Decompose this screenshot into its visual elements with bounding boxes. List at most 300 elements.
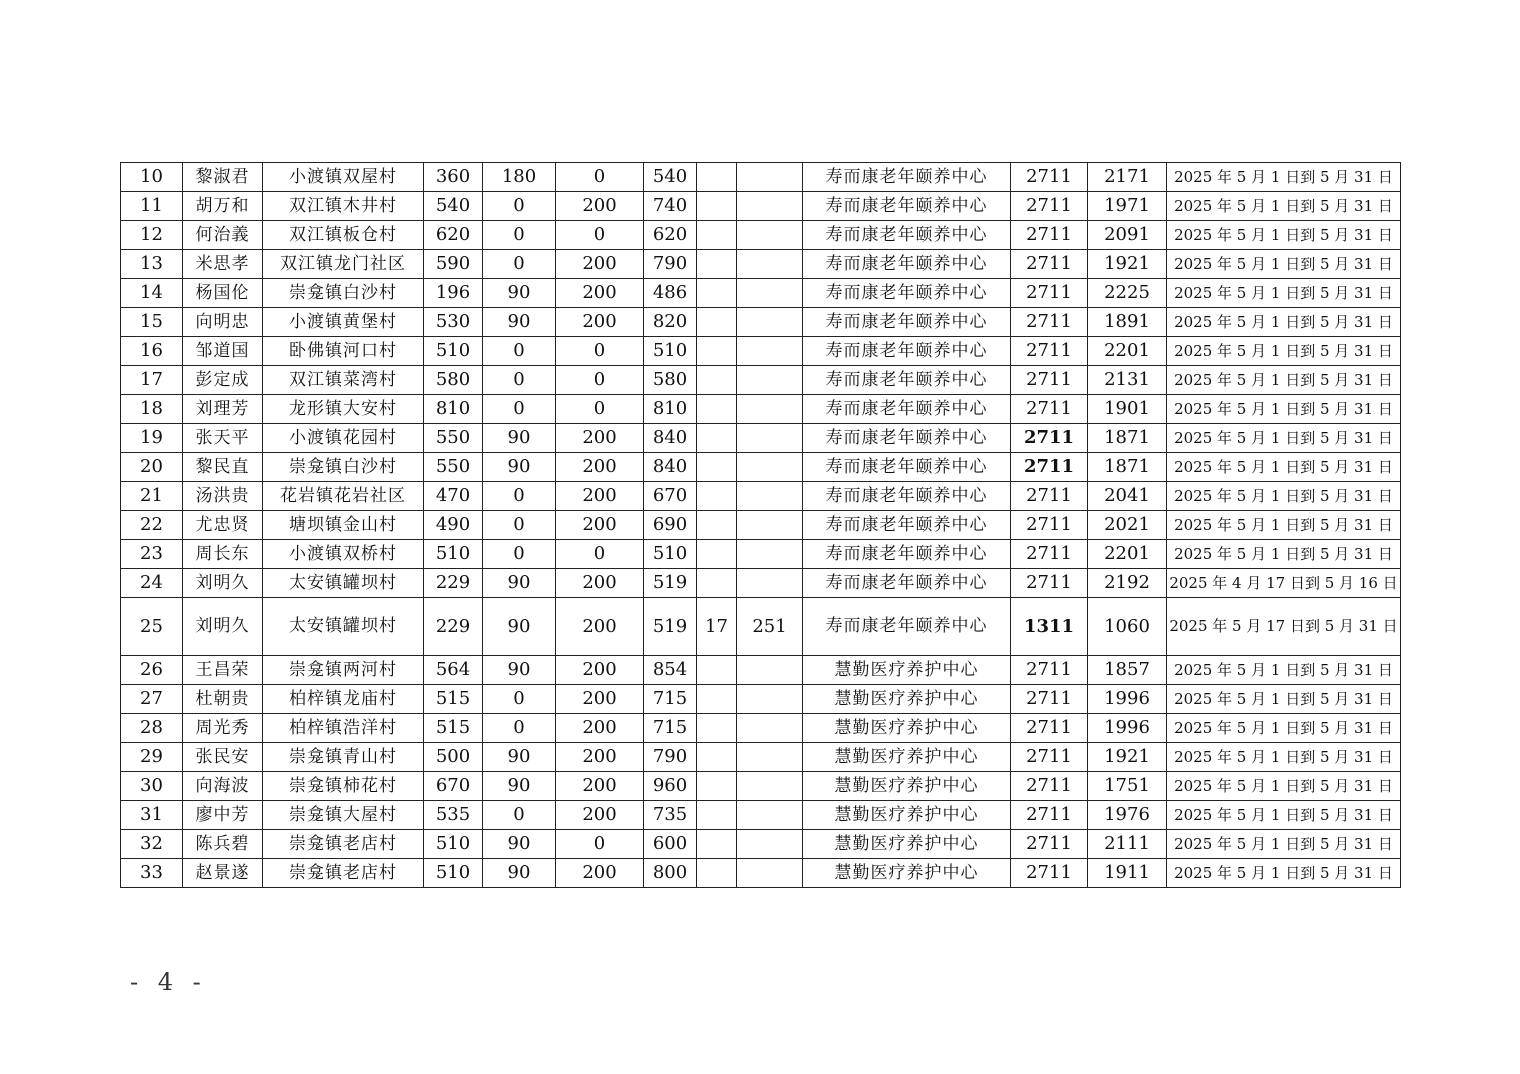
cell-self-pay: 1921 xyxy=(1088,250,1167,279)
cell-amount-b: 90 xyxy=(483,656,556,685)
cell-self-pay: 1857 xyxy=(1088,656,1167,685)
cell-extra-2 xyxy=(737,743,803,772)
cell-extra-1 xyxy=(697,569,737,598)
cell-amount-c: 200 xyxy=(556,453,644,482)
cell-amount-a: 535 xyxy=(424,801,483,830)
cell-facility: 慧勤医疗养护中心 xyxy=(803,859,1011,888)
cell-amount-b: 90 xyxy=(483,859,556,888)
cell-village: 太安镇罐坝村 xyxy=(263,569,424,598)
cell-serial-number: 27 xyxy=(121,685,183,714)
cell-total: 510 xyxy=(644,337,697,366)
cell-name: 陈兵碧 xyxy=(183,830,263,859)
cell-amount-b: 90 xyxy=(483,279,556,308)
cell-facility: 慧勤医疗养护中心 xyxy=(803,685,1011,714)
cell-amount-c: 200 xyxy=(556,685,644,714)
cell-total: 740 xyxy=(644,192,697,221)
table-row xyxy=(121,221,1401,250)
cell-period: 2025 年 5 月 1 日到 5 月 31 日 xyxy=(1167,859,1401,888)
cell-facility: 慧勤医疗养护中心 xyxy=(803,830,1011,859)
cell-extra-1 xyxy=(697,453,737,482)
table-row xyxy=(121,598,1401,656)
cell-amount-a: 810 xyxy=(424,395,483,424)
cell-amount-a: 540 xyxy=(424,192,483,221)
cell-self-pay: 1060 xyxy=(1088,598,1167,656)
cell-total: 715 xyxy=(644,714,697,743)
cell-extra-2 xyxy=(737,830,803,859)
cell-serial-number: 28 xyxy=(121,714,183,743)
cell-extra-1 xyxy=(697,714,737,743)
cell-name: 何治義 xyxy=(183,221,263,250)
cell-extra-2 xyxy=(737,308,803,337)
cell-amount-b: 0 xyxy=(483,801,556,830)
cell-extra-1 xyxy=(697,163,737,192)
cell-extra-1 xyxy=(697,366,737,395)
cell-serial-number: 33 xyxy=(121,859,183,888)
cell-facility: 寿而康老年颐养中心 xyxy=(803,308,1011,337)
cell-amount-c: 200 xyxy=(556,250,644,279)
cell-total: 800 xyxy=(644,859,697,888)
cell-facility: 寿而康老年颐养中心 xyxy=(803,337,1011,366)
cell-total: 519 xyxy=(644,569,697,598)
cell-extra-2 xyxy=(737,685,803,714)
cell-amount-c: 0 xyxy=(556,163,644,192)
cell-total: 690 xyxy=(644,511,697,540)
table-row xyxy=(121,395,1401,424)
cell-serial-number: 24 xyxy=(121,569,183,598)
table-row xyxy=(121,366,1401,395)
cell-total: 790 xyxy=(644,250,697,279)
cell-amount-c: 200 xyxy=(556,569,644,598)
cell-period: 2025 年 5 月 1 日到 5 月 31 日 xyxy=(1167,801,1401,830)
cell-amount-c: 200 xyxy=(556,743,644,772)
cell-extra-1 xyxy=(697,337,737,366)
cell-serial-number: 30 xyxy=(121,772,183,801)
cell-fee: 2711 xyxy=(1011,482,1088,511)
cell-name: 杜朝贵 xyxy=(183,685,263,714)
cell-amount-b: 0 xyxy=(483,540,556,569)
cell-name: 向海波 xyxy=(183,772,263,801)
cell-self-pay: 1996 xyxy=(1088,714,1167,743)
cell-serial-number: 20 xyxy=(121,453,183,482)
cell-serial-number: 29 xyxy=(121,743,183,772)
cell-serial-number: 31 xyxy=(121,801,183,830)
cell-village: 塘坝镇金山村 xyxy=(263,511,424,540)
cell-facility: 寿而康老年颐养中心 xyxy=(803,221,1011,250)
cell-village: 双江镇龙门社区 xyxy=(263,250,424,279)
cell-period: 2025 年 5 月 1 日到 5 月 31 日 xyxy=(1167,424,1401,453)
cell-amount-a: 564 xyxy=(424,656,483,685)
cell-amount-c: 200 xyxy=(556,511,644,540)
cell-fee: 2711 xyxy=(1011,221,1088,250)
cell-amount-c: 200 xyxy=(556,656,644,685)
cell-extra-2 xyxy=(737,801,803,830)
cell-extra-2 xyxy=(737,279,803,308)
cell-amount-b: 90 xyxy=(483,308,556,337)
table-row xyxy=(121,308,1401,337)
cell-period: 2025 年 5 月 1 日到 5 月 31 日 xyxy=(1167,482,1401,511)
cell-total: 820 xyxy=(644,308,697,337)
cell-amount-b: 90 xyxy=(483,453,556,482)
cell-amount-b: 0 xyxy=(483,366,556,395)
cell-total: 620 xyxy=(644,221,697,250)
cell-amount-c: 200 xyxy=(556,279,644,308)
cell-period: 2025 年 5 月 1 日到 5 月 31 日 xyxy=(1167,540,1401,569)
records-table xyxy=(120,162,1401,888)
cell-self-pay: 1751 xyxy=(1088,772,1167,801)
cell-village: 太安镇罐坝村 xyxy=(263,598,424,656)
cell-self-pay: 2131 xyxy=(1088,366,1167,395)
cell-period: 2025 年 4 月 17 日到 5 月 16 日 xyxy=(1167,569,1401,598)
cell-fee: 2711 xyxy=(1011,714,1088,743)
cell-period: 2025 年 5 月 1 日到 5 月 31 日 xyxy=(1167,743,1401,772)
cell-amount-a: 510 xyxy=(424,337,483,366)
cell-facility: 慧勤医疗养护中心 xyxy=(803,714,1011,743)
table-row xyxy=(121,801,1401,830)
cell-total: 510 xyxy=(644,540,697,569)
table-row xyxy=(121,192,1401,221)
cell-extra-2 xyxy=(737,424,803,453)
cell-name: 尤忠贤 xyxy=(183,511,263,540)
cell-name: 周光秀 xyxy=(183,714,263,743)
cell-self-pay: 1871 xyxy=(1088,424,1167,453)
cell-serial-number: 25 xyxy=(121,598,183,656)
cell-period: 2025 年 5 月 1 日到 5 月 31 日 xyxy=(1167,337,1401,366)
cell-extra-1 xyxy=(697,540,737,569)
cell-facility: 寿而康老年颐养中心 xyxy=(803,424,1011,453)
cell-total: 854 xyxy=(644,656,697,685)
table-row xyxy=(121,859,1401,888)
cell-name: 邹道国 xyxy=(183,337,263,366)
cell-amount-a: 530 xyxy=(424,308,483,337)
cell-serial-number: 21 xyxy=(121,482,183,511)
cell-amount-c: 0 xyxy=(556,337,644,366)
cell-self-pay: 2021 xyxy=(1088,511,1167,540)
cell-period: 2025 年 5 月 1 日到 5 月 31 日 xyxy=(1167,714,1401,743)
cell-period: 2025 年 5 月 1 日到 5 月 31 日 xyxy=(1167,192,1401,221)
cell-village: 双江镇木井村 xyxy=(263,192,424,221)
table-row xyxy=(121,830,1401,859)
cell-village: 崇龛镇青山村 xyxy=(263,743,424,772)
cell-fee: 2711 xyxy=(1011,772,1088,801)
table-row xyxy=(121,743,1401,772)
table-row xyxy=(121,279,1401,308)
cell-amount-c: 200 xyxy=(556,714,644,743)
cell-fee: 2711 xyxy=(1011,685,1088,714)
cell-extra-1 xyxy=(697,279,737,308)
cell-total: 580 xyxy=(644,366,697,395)
cell-fee: 2711 xyxy=(1011,830,1088,859)
cell-self-pay: 1871 xyxy=(1088,453,1167,482)
cell-serial-number: 10 xyxy=(121,163,183,192)
cell-serial-number: 13 xyxy=(121,250,183,279)
cell-name: 刘明久 xyxy=(183,598,263,656)
cell-facility: 寿而康老年颐养中心 xyxy=(803,569,1011,598)
cell-fee: 2711 xyxy=(1011,859,1088,888)
cell-total: 840 xyxy=(644,424,697,453)
cell-amount-a: 490 xyxy=(424,511,483,540)
table-row xyxy=(121,540,1401,569)
cell-serial-number: 18 xyxy=(121,395,183,424)
cell-extra-2 xyxy=(737,714,803,743)
cell-village: 双江镇菜湾村 xyxy=(263,366,424,395)
cell-facility: 寿而康老年颐养中心 xyxy=(803,192,1011,221)
cell-amount-a: 515 xyxy=(424,714,483,743)
table-row xyxy=(121,569,1401,598)
cell-village: 崇龛镇大屋村 xyxy=(263,801,424,830)
cell-amount-c: 200 xyxy=(556,424,644,453)
cell-period: 2025 年 5 月 1 日到 5 月 31 日 xyxy=(1167,772,1401,801)
cell-total: 600 xyxy=(644,830,697,859)
cell-name: 杨国伦 xyxy=(183,279,263,308)
cell-amount-a: 510 xyxy=(424,540,483,569)
cell-amount-c: 200 xyxy=(556,308,644,337)
cell-village: 崇龛镇白沙村 xyxy=(263,279,424,308)
cell-fee: 2711 xyxy=(1011,511,1088,540)
cell-amount-b: 90 xyxy=(483,598,556,656)
cell-village: 小渡镇花园村 xyxy=(263,424,424,453)
cell-amount-b: 0 xyxy=(483,685,556,714)
cell-serial-number: 23 xyxy=(121,540,183,569)
cell-name: 黎民直 xyxy=(183,453,263,482)
cell-facility: 寿而康老年颐养中心 xyxy=(803,279,1011,308)
cell-village: 崇龛镇两河村 xyxy=(263,656,424,685)
cell-amount-a: 515 xyxy=(424,685,483,714)
cell-amount-c: 200 xyxy=(556,598,644,656)
table-row xyxy=(121,656,1401,685)
cell-fee: 2711 xyxy=(1011,250,1088,279)
cell-extra-1 xyxy=(697,192,737,221)
cell-amount-c: 200 xyxy=(556,772,644,801)
cell-period: 2025 年 5 月 1 日到 5 月 31 日 xyxy=(1167,685,1401,714)
cell-amount-a: 229 xyxy=(424,569,483,598)
cell-amount-c: 200 xyxy=(556,859,644,888)
cell-amount-a: 590 xyxy=(424,250,483,279)
cell-amount-b: 90 xyxy=(483,569,556,598)
cell-name: 向明忠 xyxy=(183,308,263,337)
cell-serial-number: 14 xyxy=(121,279,183,308)
cell-name: 米思孝 xyxy=(183,250,263,279)
cell-period: 2025 年 5 月 1 日到 5 月 31 日 xyxy=(1167,656,1401,685)
cell-self-pay: 2041 xyxy=(1088,482,1167,511)
page-number: - 4 - xyxy=(130,968,207,996)
cell-extra-2: 251 xyxy=(737,598,803,656)
cell-village: 双江镇板仓村 xyxy=(263,221,424,250)
cell-amount-c: 0 xyxy=(556,221,644,250)
cell-village: 崇龛镇老店村 xyxy=(263,830,424,859)
table-row xyxy=(121,250,1401,279)
cell-total: 486 xyxy=(644,279,697,308)
cell-self-pay: 2171 xyxy=(1088,163,1167,192)
cell-fee: 2711 xyxy=(1011,453,1088,482)
cell-fee: 1311 xyxy=(1011,598,1088,656)
cell-fee: 2711 xyxy=(1011,569,1088,598)
cell-name: 赵景遂 xyxy=(183,859,263,888)
cell-amount-a: 470 xyxy=(424,482,483,511)
cell-amount-a: 510 xyxy=(424,830,483,859)
cell-extra-1 xyxy=(697,801,737,830)
cell-fee: 2711 xyxy=(1011,163,1088,192)
cell-facility: 寿而康老年颐养中心 xyxy=(803,395,1011,424)
cell-total: 670 xyxy=(644,482,697,511)
cell-amount-c: 200 xyxy=(556,801,644,830)
cell-village: 卧佛镇河口村 xyxy=(263,337,424,366)
cell-amount-b: 90 xyxy=(483,424,556,453)
cell-name: 刘理芳 xyxy=(183,395,263,424)
cell-period: 2025 年 5 月 1 日到 5 月 31 日 xyxy=(1167,395,1401,424)
cell-fee: 2711 xyxy=(1011,337,1088,366)
cell-amount-b: 180 xyxy=(483,163,556,192)
cell-amount-a: 510 xyxy=(424,859,483,888)
cell-name: 张民安 xyxy=(183,743,263,772)
cell-village: 花岩镇花岩社区 xyxy=(263,482,424,511)
cell-amount-b: 0 xyxy=(483,250,556,279)
cell-amount-b: 0 xyxy=(483,395,556,424)
cell-self-pay: 1911 xyxy=(1088,859,1167,888)
cell-facility: 慧勤医疗养护中心 xyxy=(803,801,1011,830)
cell-village: 柏梓镇浩洋村 xyxy=(263,714,424,743)
cell-extra-1 xyxy=(697,250,737,279)
cell-village: 小渡镇双屋村 xyxy=(263,163,424,192)
cell-name: 胡万和 xyxy=(183,192,263,221)
cell-facility: 慧勤医疗养护中心 xyxy=(803,656,1011,685)
cell-self-pay: 1901 xyxy=(1088,395,1167,424)
cell-extra-1 xyxy=(697,772,737,801)
cell-amount-c: 0 xyxy=(556,830,644,859)
cell-extra-2 xyxy=(737,395,803,424)
cell-extra-2 xyxy=(737,656,803,685)
cell-amount-a: 620 xyxy=(424,221,483,250)
cell-facility: 寿而康老年颐养中心 xyxy=(803,250,1011,279)
cell-amount-a: 360 xyxy=(424,163,483,192)
cell-village: 龙形镇大安村 xyxy=(263,395,424,424)
table-row xyxy=(121,714,1401,743)
cell-facility: 寿而康老年颐养中心 xyxy=(803,482,1011,511)
cell-period: 2025 年 5 月 1 日到 5 月 31 日 xyxy=(1167,250,1401,279)
cell-period: 2025 年 5 月 17 日到 5 月 31 日 xyxy=(1167,598,1401,656)
cell-fee: 2711 xyxy=(1011,743,1088,772)
cell-period: 2025 年 5 月 1 日到 5 月 31 日 xyxy=(1167,830,1401,859)
cell-village: 崇龛镇柿花村 xyxy=(263,772,424,801)
cell-self-pay: 2091 xyxy=(1088,221,1167,250)
cell-serial-number: 15 xyxy=(121,308,183,337)
cell-fee: 2711 xyxy=(1011,366,1088,395)
cell-extra-2 xyxy=(737,163,803,192)
cell-period: 2025 年 5 月 1 日到 5 月 31 日 xyxy=(1167,366,1401,395)
cell-self-pay: 2111 xyxy=(1088,830,1167,859)
cell-self-pay: 1921 xyxy=(1088,743,1167,772)
cell-amount-b: 90 xyxy=(483,830,556,859)
cell-amount-c: 200 xyxy=(556,482,644,511)
cell-serial-number: 19 xyxy=(121,424,183,453)
cell-extra-2 xyxy=(737,772,803,801)
cell-amount-a: 196 xyxy=(424,279,483,308)
cell-extra-2 xyxy=(737,569,803,598)
cell-village: 小渡镇双桥村 xyxy=(263,540,424,569)
cell-period: 2025 年 5 月 1 日到 5 月 31 日 xyxy=(1167,308,1401,337)
cell-fee: 2711 xyxy=(1011,279,1088,308)
cell-serial-number: 32 xyxy=(121,830,183,859)
cell-extra-2 xyxy=(737,250,803,279)
cell-extra-1 xyxy=(697,308,737,337)
cell-total: 840 xyxy=(644,453,697,482)
cell-name: 王昌荣 xyxy=(183,656,263,685)
cell-self-pay: 1996 xyxy=(1088,685,1167,714)
cell-facility: 慧勤医疗养护中心 xyxy=(803,772,1011,801)
cell-fee: 2711 xyxy=(1011,656,1088,685)
cell-total: 715 xyxy=(644,685,697,714)
cell-extra-2 xyxy=(737,192,803,221)
cell-village: 崇龛镇白沙村 xyxy=(263,453,424,482)
cell-amount-b: 0 xyxy=(483,337,556,366)
cell-fee: 2711 xyxy=(1011,424,1088,453)
cell-amount-b: 0 xyxy=(483,221,556,250)
cell-extra-2 xyxy=(737,221,803,250)
cell-extra-1 xyxy=(697,424,737,453)
cell-total: 540 xyxy=(644,163,697,192)
table-row xyxy=(121,685,1401,714)
cell-period: 2025 年 5 月 1 日到 5 月 31 日 xyxy=(1167,279,1401,308)
cell-self-pay: 1971 xyxy=(1088,192,1167,221)
cell-extra-1 xyxy=(697,859,737,888)
cell-name: 周长东 xyxy=(183,540,263,569)
cell-village: 小渡镇黄堡村 xyxy=(263,308,424,337)
cell-self-pay: 2201 xyxy=(1088,540,1167,569)
cell-total: 519 xyxy=(644,598,697,656)
cell-total: 735 xyxy=(644,801,697,830)
cell-serial-number: 17 xyxy=(121,366,183,395)
cell-name: 张天平 xyxy=(183,424,263,453)
cell-serial-number: 16 xyxy=(121,337,183,366)
cell-amount-b: 90 xyxy=(483,743,556,772)
table-body xyxy=(121,163,1401,888)
cell-extra-1 xyxy=(697,482,737,511)
cell-fee: 2711 xyxy=(1011,801,1088,830)
table-row xyxy=(121,772,1401,801)
cell-fee: 2711 xyxy=(1011,395,1088,424)
cell-serial-number: 12 xyxy=(121,221,183,250)
cell-facility: 寿而康老年颐养中心 xyxy=(803,598,1011,656)
cell-self-pay: 1976 xyxy=(1088,801,1167,830)
cell-serial-number: 11 xyxy=(121,192,183,221)
cell-amount-c: 200 xyxy=(556,192,644,221)
cell-extra-2 xyxy=(737,859,803,888)
cell-amount-c: 0 xyxy=(556,395,644,424)
cell-extra-2 xyxy=(737,453,803,482)
cell-period: 2025 年 5 月 1 日到 5 月 31 日 xyxy=(1167,511,1401,540)
table-row xyxy=(121,424,1401,453)
cell-amount-a: 550 xyxy=(424,453,483,482)
cell-total: 790 xyxy=(644,743,697,772)
cell-facility: 寿而康老年颐养中心 xyxy=(803,540,1011,569)
cell-self-pay: 2192 xyxy=(1088,569,1167,598)
cell-extra-2 xyxy=(737,540,803,569)
cell-name: 廖中芳 xyxy=(183,801,263,830)
cell-amount-c: 0 xyxy=(556,540,644,569)
cell-amount-b: 90 xyxy=(483,772,556,801)
cell-self-pay: 2201 xyxy=(1088,337,1167,366)
cell-total: 810 xyxy=(644,395,697,424)
cell-extra-1 xyxy=(697,743,737,772)
cell-amount-a: 229 xyxy=(424,598,483,656)
cell-extra-2 xyxy=(737,366,803,395)
cell-name: 黎淑君 xyxy=(183,163,263,192)
cell-period: 2025 年 5 月 1 日到 5 月 31 日 xyxy=(1167,163,1401,192)
cell-total: 960 xyxy=(644,772,697,801)
cell-amount-a: 550 xyxy=(424,424,483,453)
cell-amount-b: 0 xyxy=(483,192,556,221)
cell-amount-b: 0 xyxy=(483,714,556,743)
cell-village: 柏梓镇龙庙村 xyxy=(263,685,424,714)
